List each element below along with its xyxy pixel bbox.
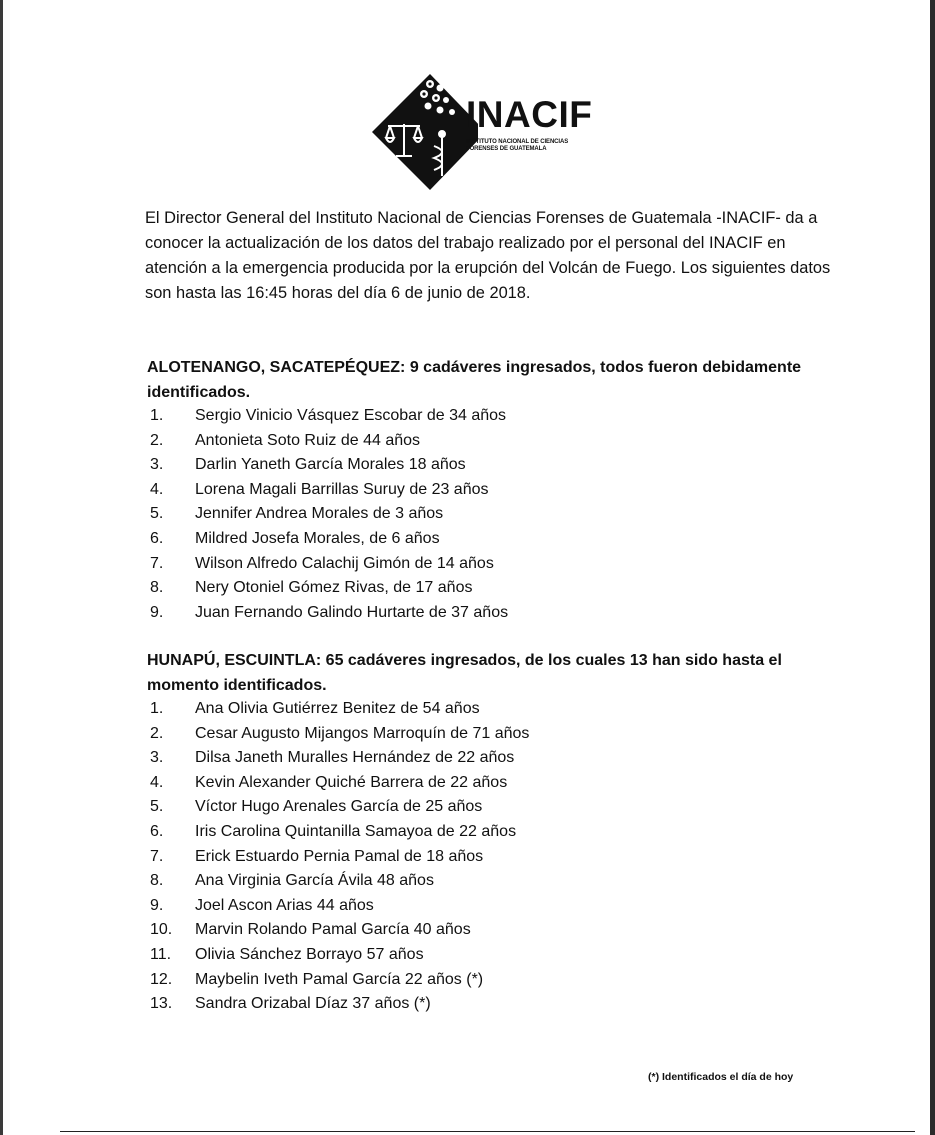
- footnote: (*) Identificados el día de hoy: [648, 1071, 794, 1083]
- section-heading-alotenango: ALOTENANGO, SACATEPÉQUEZ: 9 cadáveres ingresados, todos fueron debidamente identificados.: [147, 359, 802, 401]
- list-item: 7. Erick Estuardo Pernia Pamal de 18 años: [150, 847, 484, 865]
- list-item: 2. Antonieta Soto Ruiz de 44 años: [150, 431, 421, 449]
- list-item: 2. Cesar Augusto Mijangos Marroquín de 71 años: [150, 724, 530, 742]
- list-item: 4. Lorena Magali Barrillas Suruy de 23 años: [150, 480, 489, 498]
- list-item: 8. Nery Otoniel Gómez Rivas, de 17 años: [150, 579, 473, 597]
- list-item: 5. Víctor Hugo Arenales García de 25 años: [150, 798, 483, 816]
- list-item: 5. Jennifer Andrea Morales de 3 años: [150, 505, 444, 523]
- list-item: 3. Darlin Yaneth García Morales 18 años: [150, 456, 466, 474]
- list-item: 1. Sergio Vinicio Vásquez Escobar de 34 años: [150, 407, 507, 424]
- logo-wordmark: INACIF: [466, 94, 593, 135]
- list-item: 9. Joel Ascon Arias 44 años: [150, 896, 374, 914]
- logo-emblem: [368, 66, 478, 196]
- list-item: 13. Sandra Orizabal Díaz 37 años (*): [150, 995, 431, 1013]
- list-item: 7. Wilson Alfredo Calachij Gimón de 14 años: [150, 554, 494, 572]
- list-item: 12. Maybelin Iveth Pamal García 22 años (*): [150, 970, 484, 988]
- logo-subtitle: [466, 139, 606, 153]
- list-item: 6. Iris Carolina Quintanilla Samayoa de 22 años: [150, 822, 517, 840]
- list-item: 1. Ana Olivia Gutiérrez Benitez de 54 años: [150, 700, 480, 717]
- scan-right-edge: [930, 0, 935, 1135]
- bottom-divider: [60, 1131, 915, 1132]
- section-heading-hunapu: HUNAPÚ, ESCUINTLA: 65 cadáveres ingresados, de los cuales 13 han sido hasta el momento identificados.: [147, 652, 782, 694]
- scan-left-edge: [0, 0, 3, 1135]
- inacif-logo: [368, 66, 608, 196]
- list-item: 8. Ana Virginia García Ávila 48 años: [150, 872, 434, 890]
- logo-subtitle-line1: INSTITUTO NACIONAL DE CIENCIAS: [466, 139, 569, 145]
- list-item: 9. Juan Fernando Galindo Hurtarte de 37 años: [150, 603, 509, 621]
- intro-paragraph: El Director General del Instituto Nacional de Ciencias Forenses de Guatemala -INACIF- da a conocer la actualización de los datos del trabajo realizado por el personal del INACIF en atención a la emergencia producida por la erupción del Volcán de Fuego. Los siguientes datos son hasta las 16:45 horas del día 6 de junio de 2018.: [145, 209, 831, 302]
- list-item: 11. Olivia Sánchez Borrayo 57 años: [150, 945, 424, 963]
- alotenango-list: [150, 404, 750, 625]
- logo-subtitle-line2: FORENSES DE GUATEMALA: [466, 146, 547, 152]
- list-item: 4. Kevin Alexander Quiché Barrera de 22 años: [150, 773, 508, 791]
- hunapu-list: [150, 697, 750, 1017]
- list-item: 10. Marvin Rolando Pamal García 40 años: [150, 921, 471, 939]
- list-item: 3. Dilsa Janeth Muralles Hernández de 22 años: [150, 749, 515, 767]
- list-item: 6. Mildred Josefa Morales, de 6 años: [150, 529, 440, 547]
